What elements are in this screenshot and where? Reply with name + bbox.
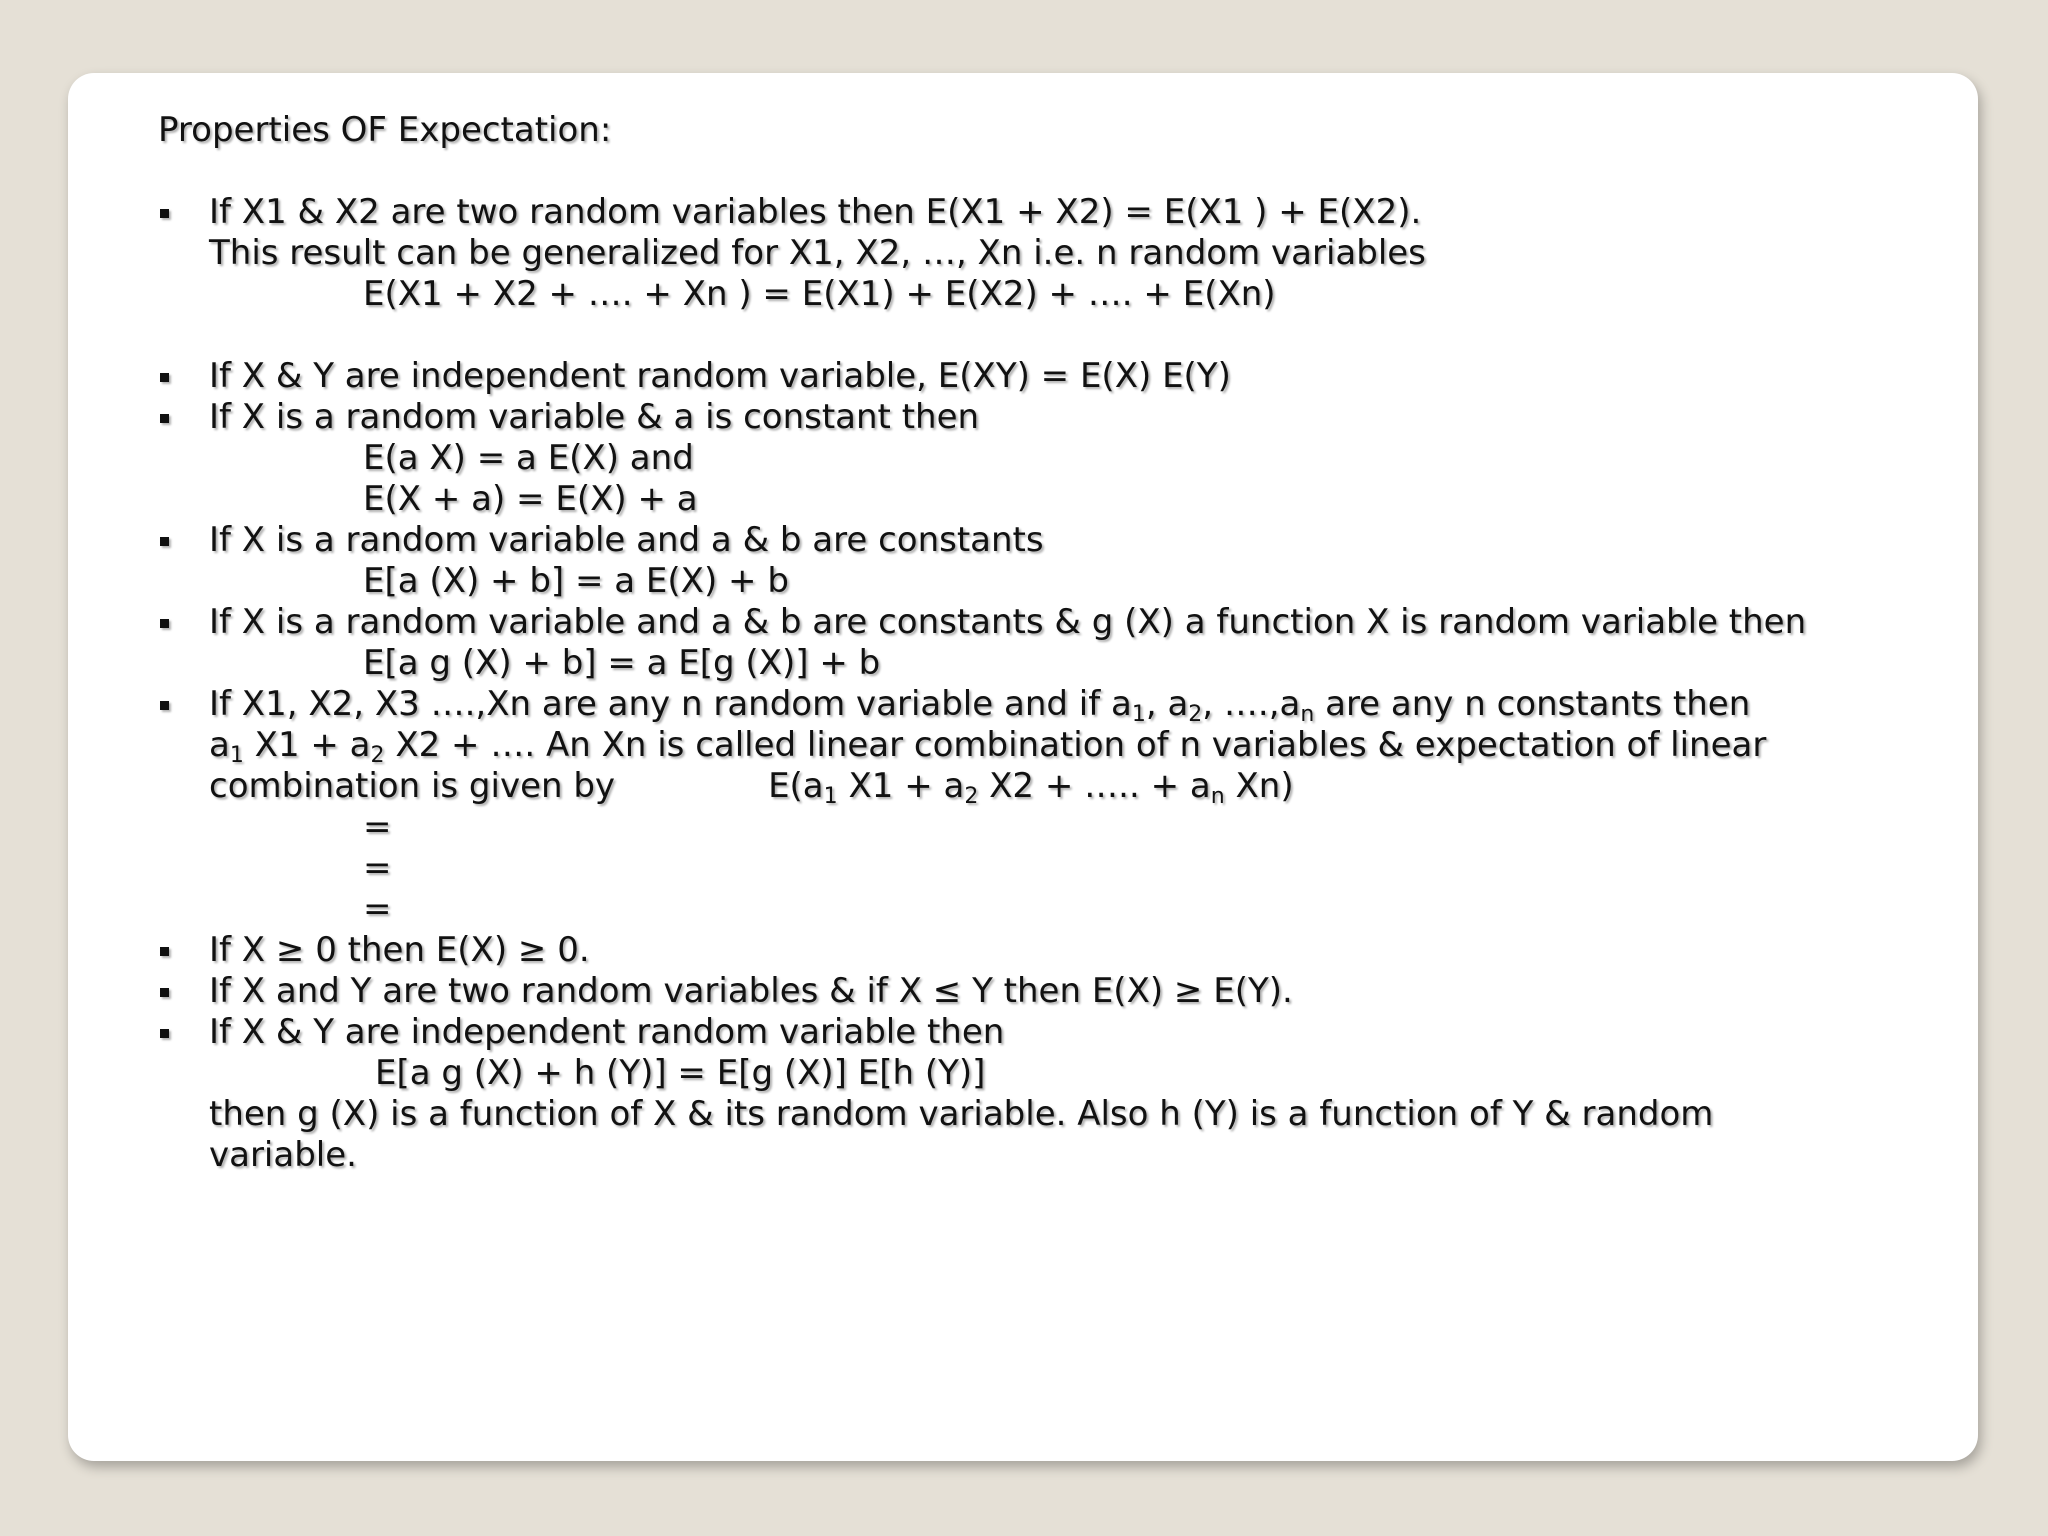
square-bullet-icon — [160, 988, 169, 997]
subscript: 2 — [964, 784, 979, 809]
square-bullet-icon — [160, 414, 169, 423]
text-segment: X2 + …. An Xn is called linear combination of n variables & expectation of linear — [384, 725, 1767, 765]
property-text: If X & Y are independent random variable, E(XY) = E(X) E(Y) — [209, 356, 1231, 396]
property-item-3 — [158, 397, 1958, 438]
formula-line: E(X1 + X2 + …. + Xn ) = E(X1) + E(X2) + …. + E(Xn) — [363, 274, 1276, 314]
subscript: n — [1300, 702, 1315, 727]
property-item-9 — [158, 1012, 1958, 1053]
equals-line: = — [363, 848, 392, 888]
property-text: If X1 & X2 are two random variables then E(X1 + X2) = E(X1 ) + E(X2). — [209, 192, 1422, 232]
equals-line: = — [363, 889, 392, 929]
text-segment: Xn) — [1224, 766, 1294, 806]
property-continuation — [158, 725, 1958, 766]
text-segment: X1 + a — [837, 766, 965, 806]
property-text: If X ≥ 0 then E(X) ≥ 0. — [209, 930, 590, 970]
property-item-8 — [158, 971, 1958, 1012]
property-continuation: This result can be generalized for X1, X2, …, Xn i.e. n random variables — [209, 233, 1426, 273]
property-item-2 — [158, 356, 1958, 397]
property-item-4 — [158, 520, 1958, 561]
text-segment: E(a — [768, 766, 824, 806]
property-item-5 — [158, 602, 1958, 643]
formula-line: E[a g (X) + b] = a E[g (X)] + b — [363, 643, 881, 683]
square-bullet-icon — [160, 209, 169, 218]
text-segment: , ….,a — [1202, 684, 1301, 724]
property-item-7 — [158, 930, 1958, 971]
subscript: n — [1210, 784, 1225, 809]
text-segment: are any n constants then — [1314, 684, 1751, 724]
property-continuation: variable. — [209, 1135, 357, 1175]
square-bullet-icon — [160, 537, 169, 546]
formula-line: E[a g (X) + h (Y)] = E[g (X)] E[h (Y)] — [375, 1053, 986, 1093]
property-text: If X is a random variable and a & b are constants & g (X) a function X is random variable then — [209, 602, 1807, 642]
spacer — [158, 151, 1958, 192]
equals-line: = — [363, 807, 392, 847]
formula-line: E[a (X) + b] = a E(X) + b — [363, 561, 789, 601]
slide-title: Properties OF Expectation: — [158, 110, 612, 150]
square-bullet-icon — [160, 619, 169, 628]
text-segment: X2 + ….. + a — [978, 766, 1211, 806]
square-bullet-icon — [160, 701, 169, 710]
spacer — [158, 315, 1958, 356]
square-bullet-icon — [160, 947, 169, 956]
property-continuation: then g (X) is a function of X & its random variable. Also h (Y) is a function of Y & random — [209, 1094, 1714, 1134]
subscript: 1 — [229, 743, 244, 768]
square-bullet-icon — [160, 1029, 169, 1038]
slide-content — [158, 110, 1958, 1176]
property-item-6 — [158, 684, 1958, 725]
property-item-1 — [158, 192, 1958, 233]
property-text: If X & Y are independent random variable then — [209, 1012, 1005, 1052]
formula-line: E(a X) = a E(X) and — [363, 438, 694, 478]
subscript: 2 — [1188, 702, 1203, 727]
text-segment: , a — [1145, 684, 1189, 724]
square-bullet-icon — [160, 373, 169, 382]
property-text: If X is a random variable & a is constant then — [209, 397, 980, 437]
formula-line: E(X + a) = E(X) + a — [363, 479, 698, 519]
text-segment: X1 + a — [243, 725, 371, 765]
text-segment: a — [209, 725, 230, 765]
text-segment: If X1, X2, X3 ….,Xn are any n random variable and if a — [209, 684, 1132, 724]
subscript: 2 — [370, 743, 385, 768]
property-continuation — [158, 766, 1958, 807]
property-text: If X is a random variable and a & b are constants — [209, 520, 1044, 560]
subscript: 1 — [823, 784, 838, 809]
text-segment: combination is given by — [209, 766, 616, 806]
subscript: 1 — [1131, 702, 1146, 727]
property-text: If X and Y are two random variables & if X ≤ Y then E(X) ≥ E(Y). — [209, 971, 1293, 1011]
